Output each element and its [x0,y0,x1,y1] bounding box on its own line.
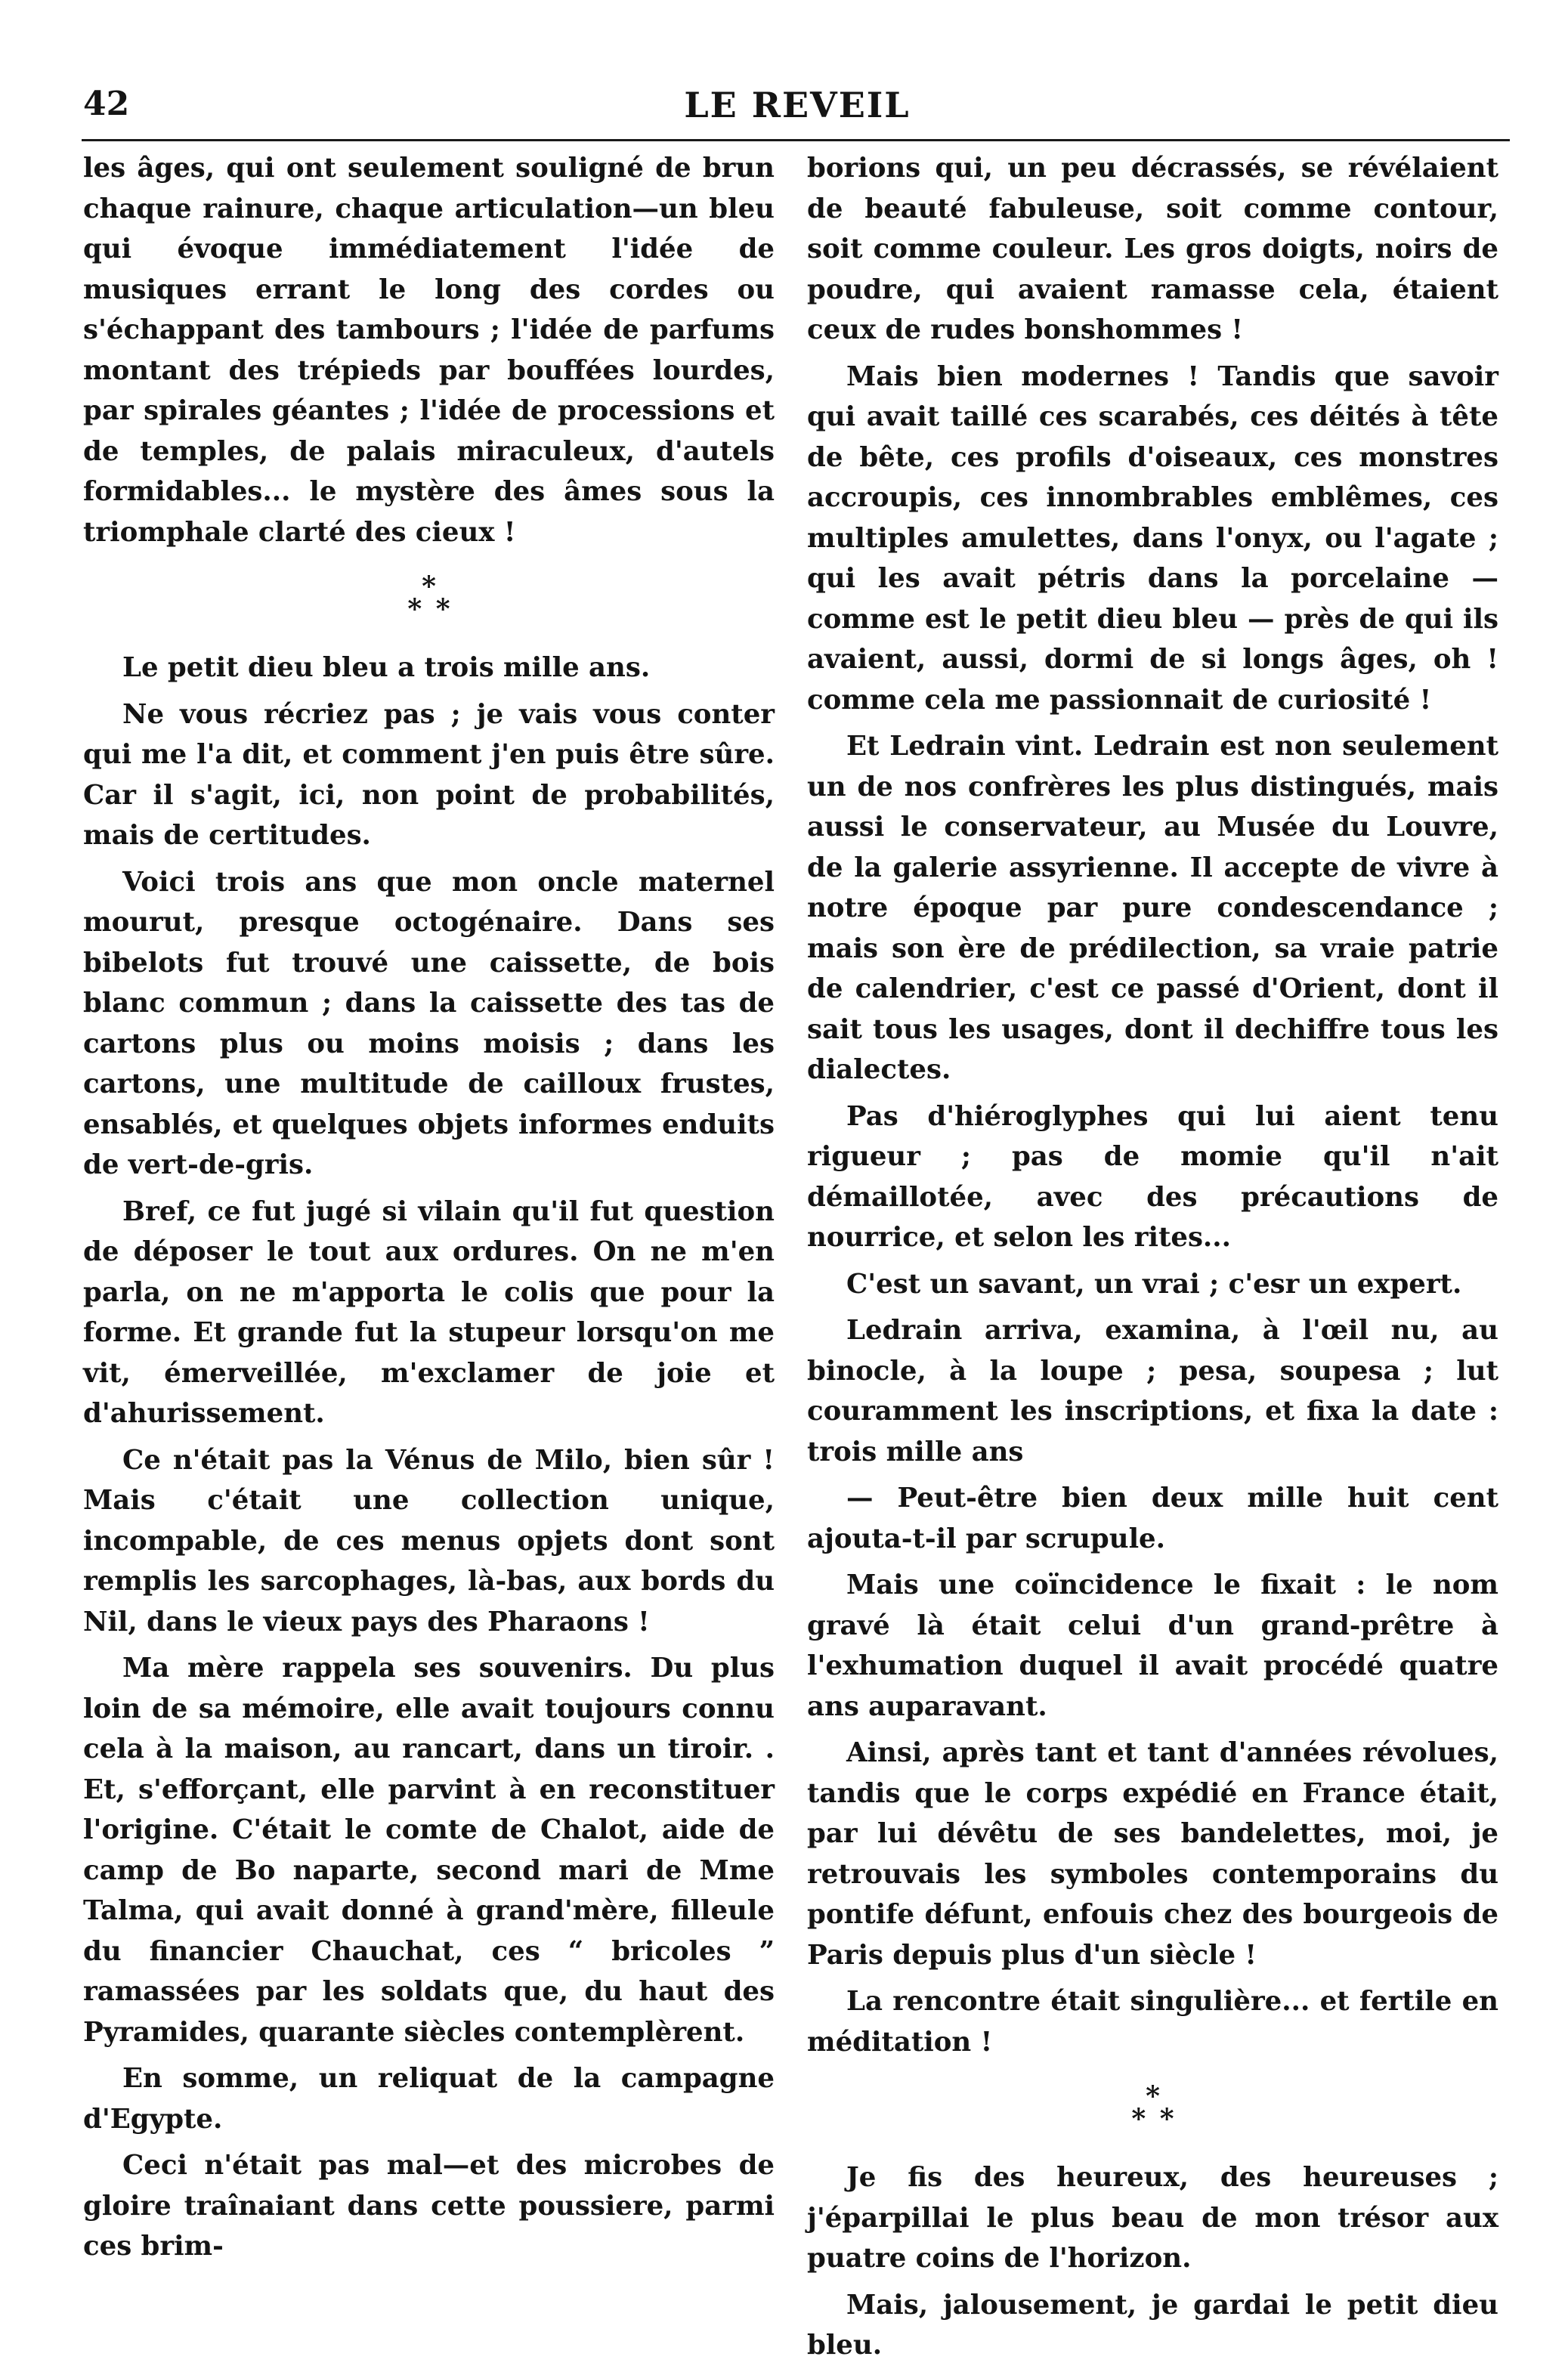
header-rule [82,139,1510,141]
paragraph: Mais bien modernes ! Tandis que savoir qui avait taillé ces scarabés, ces déités à tête de bête, ces profils d'oiseaux, ces monstres accroupis, ces innombrables emblêmes, ces multiples amulettes, dans l'onyx, ou l'agate ; qui les avait pétris dans la porcelaine — comme est le petit dieu bleu — près de qui ils avaient, aussi, dormi de si longs âges, oh ! comme cela me passionnait de curiosité ! [807,360,1498,716]
section-separator [807,2080,1498,2135]
asterism-bottom: * * [1131,2103,1174,2135]
paragraph: — Peut-être bien deux mille huit cent ajouta-t-il par scrupule. [807,1483,1498,1554]
paragraph: En somme, un reliquat de la campagne d'Egypte. [83,2063,775,2135]
page-number: 42 [83,85,130,123]
paragraph: Voici trois ans que mon oncle maternel mourut, presque octogénaire. Dans ses bibelots fut trouvé une caissette, de bois blanc commun ; dans la caissette des tas de cartons plus ou moins moisis ; dans les cartons, une multitude de cailloux frustes, ensablés, et quelques objets informes enduits de vert-de-gris. [83,866,775,1180]
paragraph: Ma mère rappela ses souvenirs. Du plus loin de sa mémoire, elle avait toujours connu cela à la maison, au rancart, dans un tiroir. . Et, s'efforçant, elle parvint à en reconstituer l'origine. C'était le comte de Chalot, aide de camp de Bo naparte, second mari de Mme Talma, qui avait donné à grand'mère, filleule du financier Chauchat, ces “ bricoles ” ramassées par les soldats que, du haut des Pyramides, quarante siècles contemplèrent. [83,1653,775,2048]
paragraph: Ceci n'était pas mal—et des microbes de gloire traînaiant dans cette poussiere, parmi ces brim- [83,2150,775,2262]
paragraph: Et Ledrain vint. Ledrain est non seulement un de nos confrères les plus distingués, mais aussi le conservateur, au Musée du Louvre, de la galerie assyrienne. Il accepte de vivre à notre époque par pure condescendance ; mais son ère de prédilection, sa vraie patrie de calendrier, c'est ce passé d'Orient, dont il sait tous les usages, dont il dechiffre tous les dialectes. [807,731,1498,1085]
paragraph: Pas d'hiéroglyphes qui lui aient tenu rigueur ; pas de momie qu'il n'ait démaillotée, avec des précautions de nourrice, et selon les rites... [807,1100,1498,1253]
paragraph: Le petit dieu bleu a trois mille ans. [122,652,651,683]
journal-title: LE REVEIL [684,85,911,125]
left-column [83,148,775,2273]
paragraph: Ainsi, après tant et tant d'années révolues, tandis que le corps expédié en France était, par lui dévêtu de ses bandelettes, moi, je retrouvais les symboles contemporains du pontife défunt, enfouis chez des bourgeois de Paris depuis plus d'un siècle ! [807,1737,1498,1971]
paragraph: Bref, ce fut jugé si vilain qu'il fut question de déposer le tout aux ordures. On ne m'en parla, on ne m'apporta le colis que pour la forme. Et grande fut la stupeur lorsqu'on me vit, émerveillée, m'exclamer de joie et d'ahurissement. [83,1195,775,1429]
paragraph: C'est un savant, un vrai ; c'esr un expert. [846,1268,1462,1300]
asterism-top: * [1146,2080,1160,2112]
asterism-bottom: * * [407,593,450,625]
asterism-top: * [422,571,436,602]
section-separator [83,571,775,625]
paragraph: La rencontre était singulière... et fertile en méditation ! [807,1986,1498,2058]
running-head [83,85,1511,130]
paragraph: borions qui, un peu décrassés, se révélaient de beauté fabuleuse, soit comme contour, soit comme couleur. Les gros doigts, noirs de poudre, qui avaient ramasse cela, étaient ceux de rudes bonshommes ! [807,153,1498,345]
paragraph: Je fis des heureux, des heureuses ; j'éparpillai le plus beau de mon trésor aux puatre coins de l'horizon. [807,2162,1498,2274]
paragraph: Mais, jalousement, je gardai le petit dieu bleu. [807,2289,1498,2361]
right-column [807,148,1498,2372]
paragraph: Ce n'était pas la Vénus de Milo, bien sûr ! Mais c'était une collection unique, incompable, de ces menus opjets dont sont remplis les sarcophages, là-bas, aux bords du Nil, dans le vieux pays des Pharaons ! [83,1444,775,1638]
paragraph: les âges, qui ont seulement souligné de brun chaque rainure, chaque articulation—un bleu qui évoque immédiatement l'idée de musiques errant le long des cordes ou s'échappant des tambours ; l'idée de parfums montant des trépieds par bouffées lourdes, par spirales géantes ; l'idée de processions et de temples, de palais miraculeux, d'autels formidables... le mystère des âmes sous la triomphale clarté des cieux ! [83,153,775,548]
paragraph: Ledrain arriva, examina, à l'œil nu, au binocle, à la loupe ; pesa, soupesa ; lut couramment les inscriptions, et fixa la date : trois mille ans [807,1315,1498,1467]
paragraph: Ne vous récriez pas ; je vais vous conter qui me l'a dit, et comment j'en puis être sûre. Car il s'agit, ici, non point de probabilités, mais de certitudes. [83,698,775,851]
paragraph: Mais une coïncidence le fixait : le nom gravé là était celui d'un grand-prêtre à l'exhumation duquel il avait procédé quatre ans auparavant. [807,1569,1498,1722]
